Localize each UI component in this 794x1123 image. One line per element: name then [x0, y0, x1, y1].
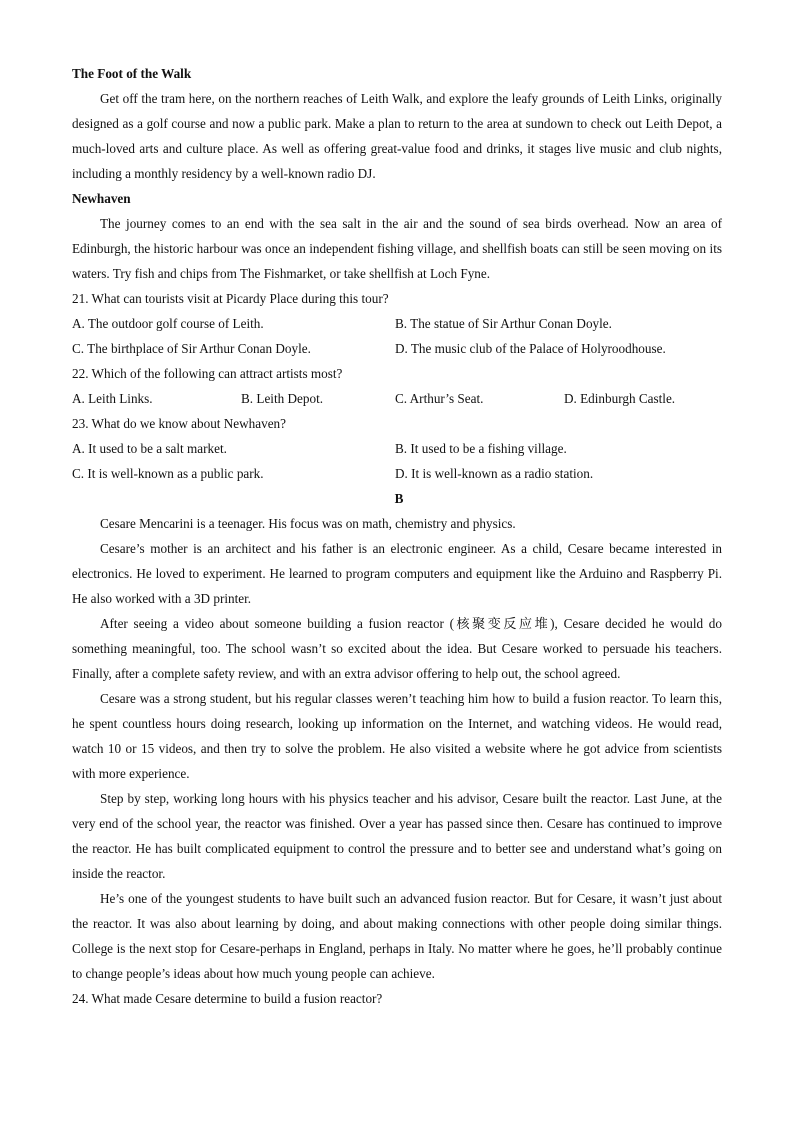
question-23: 23. What do we know about Newhaven? [72, 416, 286, 431]
question-22-option-b: B. Leith Depot. [241, 391, 324, 406]
paragraph-foot-of-walk: Get off the tram here, on the northern reaches of Leith Walk, and explore the leafy grounds of Leith Links, originally designed as a golf course and now a public park. Make a plan to return to the area at sundown to check out Leith Depot, a much-loved arts and culture place. As well as offering great-value food and drinks, it stages live music and club nights, including a monthly residency by a well-known radio DJ. [72, 91, 722, 181]
question-23-option-b: B. It used to be a fishing village. [395, 441, 567, 456]
part-b-heading: B [394, 491, 404, 506]
part-b-paragraph-5: Step by step, working long hours with his physics teacher and his advisor, Cesare built the reactor. Last June, at the very end of the school year, the reactor was finished. Over a year has passed since then. Cesare has continued to improve the reactor. He has built complicated equipment to control the pressure and to better see and understand what’s going on inside the reactor. [72, 791, 722, 881]
question-21-option-d: D. The music club of the Palace of Holyroodhouse. [395, 341, 666, 356]
question-21-options-row-2 [72, 336, 722, 361]
section-heading-newhaven: Newhaven [72, 191, 131, 206]
part-b-paragraph-1: Cesare Mencarini is a teenager. His focus was on math, chemistry and physics. [100, 516, 516, 531]
part-b-paragraph-4: Cesare was a strong student, but his regular classes weren’t teaching him how to build a fusion reactor. To learn this, he spent countless hours doing research, looking up information on the Internet, and watching videos. He would read, watch 10 or 15 videos, and then try to solve the problem. He also visited a website where he got advice from scientists with more experience. [72, 691, 722, 781]
question-21-option-b: B. The statue of Sir Arthur Conan Doyle. [395, 316, 612, 331]
question-22: 22. Which of the following can attract artists most? [72, 366, 343, 381]
question-21-option-c: C. The birthplace of Sir Arthur Conan Doyle. [72, 341, 311, 356]
question-23-option-d: D. It is well-known as a radio station. [395, 466, 594, 481]
question-22-option-a: A. Leith Links. [72, 391, 153, 406]
question-21-option-a: A. The outdoor golf course of Leith. [72, 316, 264, 331]
question-24: 24. What made Cesare determine to build a fusion reactor? [72, 991, 383, 1006]
question-23-option-a: A. It used to be a salt market. [72, 441, 227, 456]
question-23-options-row-2 [72, 461, 722, 486]
question-21-options-row-1 [72, 311, 722, 336]
question-23-options-row-1 [72, 436, 722, 461]
question-23-option-c: C. It is well-known as a public park. [72, 466, 264, 481]
question-22-options-row [72, 386, 722, 411]
question-22-option-d: D. Edinburgh Castle. [564, 391, 676, 406]
part-b-paragraph-2: Cesare’s mother is an architect and his father is an electronic engineer. As a child, Cesare became interested in electronics. He loved to experiment. He learned to program computers and equipment like the Arduino and Raspberry Pi. He also worked with a 3D printer. [72, 541, 722, 606]
document-page [72, 61, 722, 1011]
section-heading-foot-of-walk: The Foot of the Walk [72, 66, 192, 81]
question-21: 21. What can tourists visit at Picardy Place during this tour? [72, 291, 389, 306]
part-b-paragraph-6: He’s one of the youngest students to have built such an advanced fusion reactor. But for Cesare, it wasn’t just about the reactor. It was also about learning by doing, and about making connections with other people doing similar things. College is the next stop for Cesare-perhaps in England, perhaps in Italy. No matter where he goes, he’ll probably continue to change people’s ideas about how much young people can achieve. [72, 891, 722, 981]
question-22-option-c: C. Arthur’s Seat. [395, 391, 484, 406]
paragraph-newhaven: The journey comes to an end with the sea salt in the air and the sound of sea birds overhead. Now an area of Edinburgh, the historic harbour was once an independent fishing village, and shellfish boats can still be seen moving on its waters. Try fish and chips from The Fishmarket, or take shellfish at Loch Fyne. [72, 216, 722, 281]
part-b-paragraph-3: After seeing a video about someone building a fusion reactor (核聚变反应堆), Cesare decided he would do something meaningful, too. The school wasn’t so excited about the idea. But Cesare worked to persuade his teachers. Finally, after a complete safety review, and with an extra advisor offering to help out, the school agreed. [72, 616, 722, 681]
